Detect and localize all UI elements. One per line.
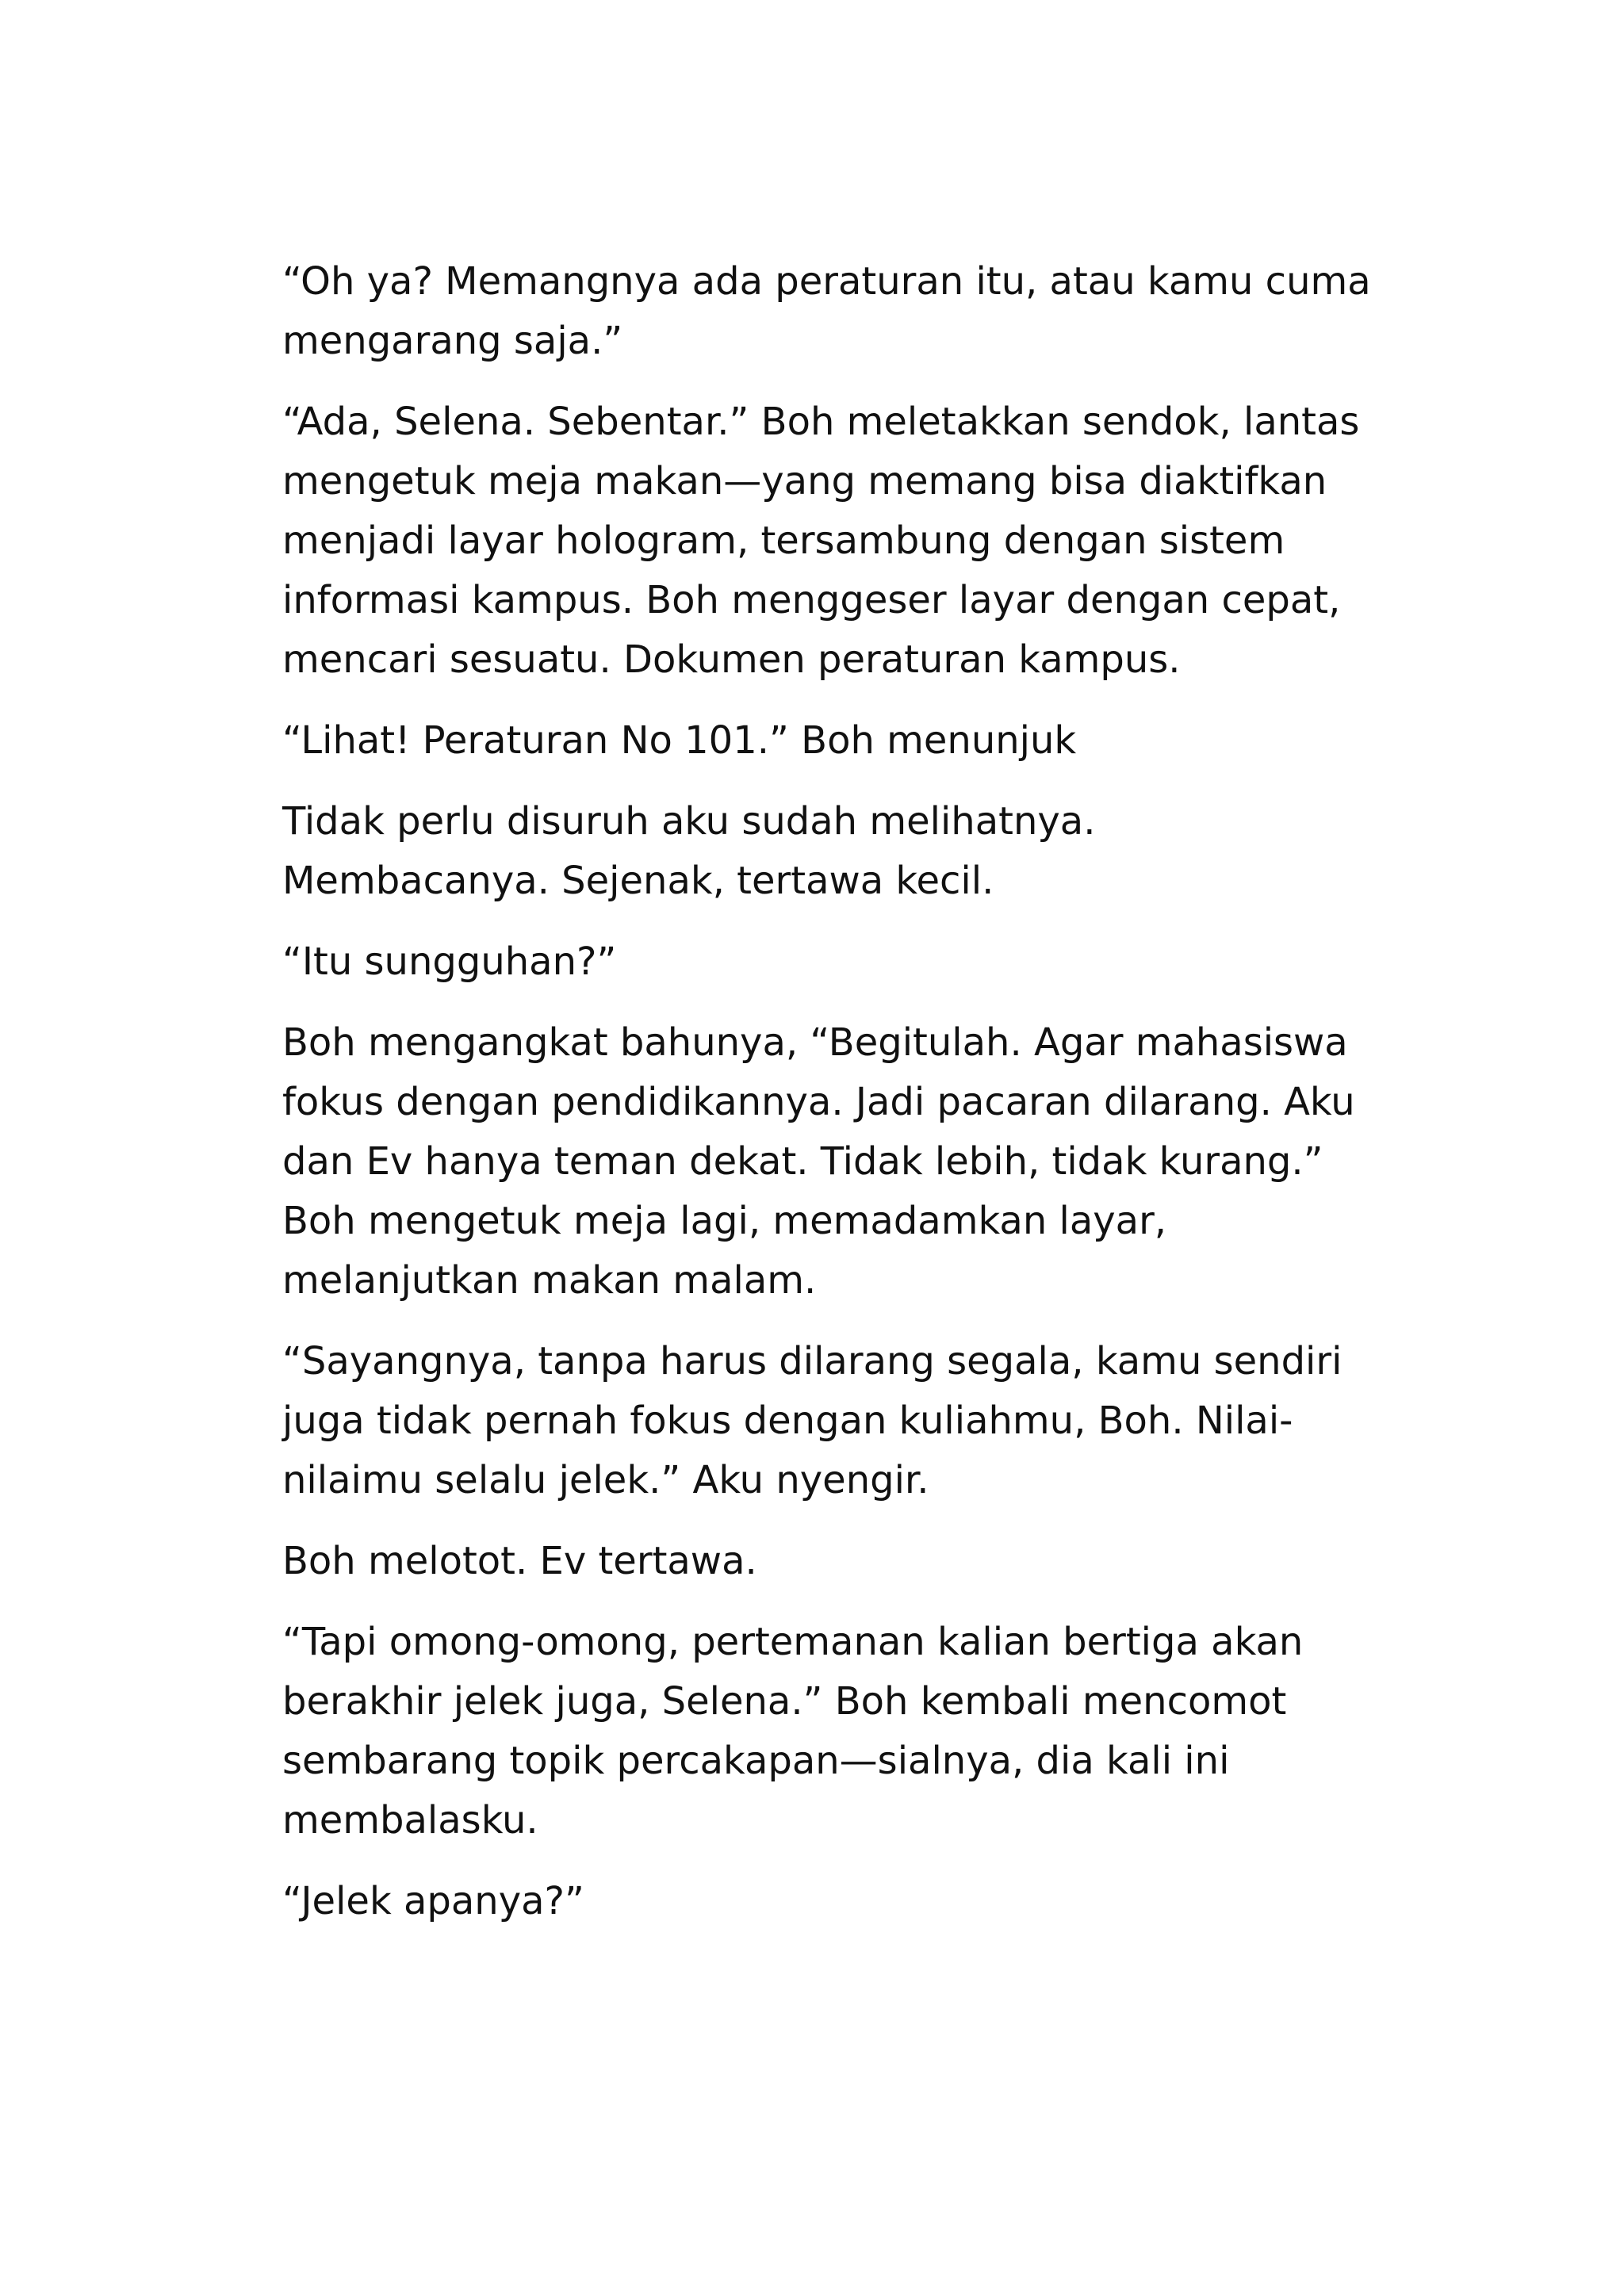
paragraph — [282, 1532, 1377, 1591]
paragraph — [282, 711, 1377, 771]
text-line: membalasku. — [282, 1798, 538, 1843]
paragraph — [282, 1013, 1377, 1311]
paragraph — [282, 792, 1377, 911]
text-line: mencari sesuatu. Dokumen peraturan kampus. — [282, 637, 1181, 682]
text-line: Tidak perlu disuruh aku sudah melihatnya. — [282, 799, 1096, 844]
text-line: melanjutkan makan malam. — [282, 1258, 817, 1303]
text-line: fokus dengan pendidikannya. Jadi pacaran dilarang. Aku — [282, 1080, 1355, 1124]
text-line: berakhir jelek juga, Selena.” Boh kembali mencomot — [282, 1679, 1287, 1724]
paragraph — [282, 1872, 1377, 1931]
paragraph — [282, 392, 1377, 690]
text-line: juga tidak pernah fokus dengan kuliahmu, Boh. Nilai- — [282, 1399, 1293, 1443]
text-line: mengetuk meja makan—yang memang bisa diaktifkan — [282, 459, 1327, 503]
paragraph — [282, 252, 1377, 371]
text-line: “Ada, Selena. Sebentar.” Boh meletakkan sendok, lantas — [282, 400, 1360, 444]
text-line: “Oh ya? Memangnya ada peraturan itu, atau kamu cuma — [282, 259, 1371, 304]
text-line: “Lihat! Peraturan No 101.” Boh menunjuk — [282, 718, 1077, 763]
text-line: Boh mengetuk meja lagi, memadamkan layar, — [282, 1199, 1167, 1243]
body-text — [282, 252, 1377, 1953]
text-line: dan Ev hanya teman dekat. Tidak lebih, tidak kurang.” — [282, 1139, 1323, 1184]
paragraph — [282, 1613, 1377, 1850]
text-line: sembarang topik percakapan—sialnya, dia kali ini — [282, 1739, 1230, 1783]
text-line: Boh mengangkat bahunya, “Begitulah. Agar mahasiswa — [282, 1020, 1348, 1065]
text-line: mengarang saja.” — [282, 319, 623, 363]
paragraph — [282, 1332, 1377, 1510]
text-line: menjadi layar hologram, tersambung dengan sistem — [282, 519, 1285, 563]
text-line: Boh melotot. Ev tertawa. — [282, 1539, 757, 1583]
text-line: “Jelek apanya?” — [282, 1879, 584, 1923]
paragraph — [282, 932, 1377, 992]
text-line: Membacanya. Sejenak, tertawa kecil. — [282, 859, 994, 903]
text-line: informasi kampus. Boh menggeser layar dengan cepat, — [282, 578, 1341, 622]
text-line: nilaimu selalu jelek.” Aku nyengir. — [282, 1458, 929, 1502]
text-line: “Itu sungguhan?” — [282, 939, 617, 984]
text-line: “Sayangnya, tanpa harus dilarang segala, kamu sendiri — [282, 1339, 1342, 1383]
text-line: “Tapi omong-omong, pertemanan kalian bertiga akan — [282, 1620, 1304, 1664]
